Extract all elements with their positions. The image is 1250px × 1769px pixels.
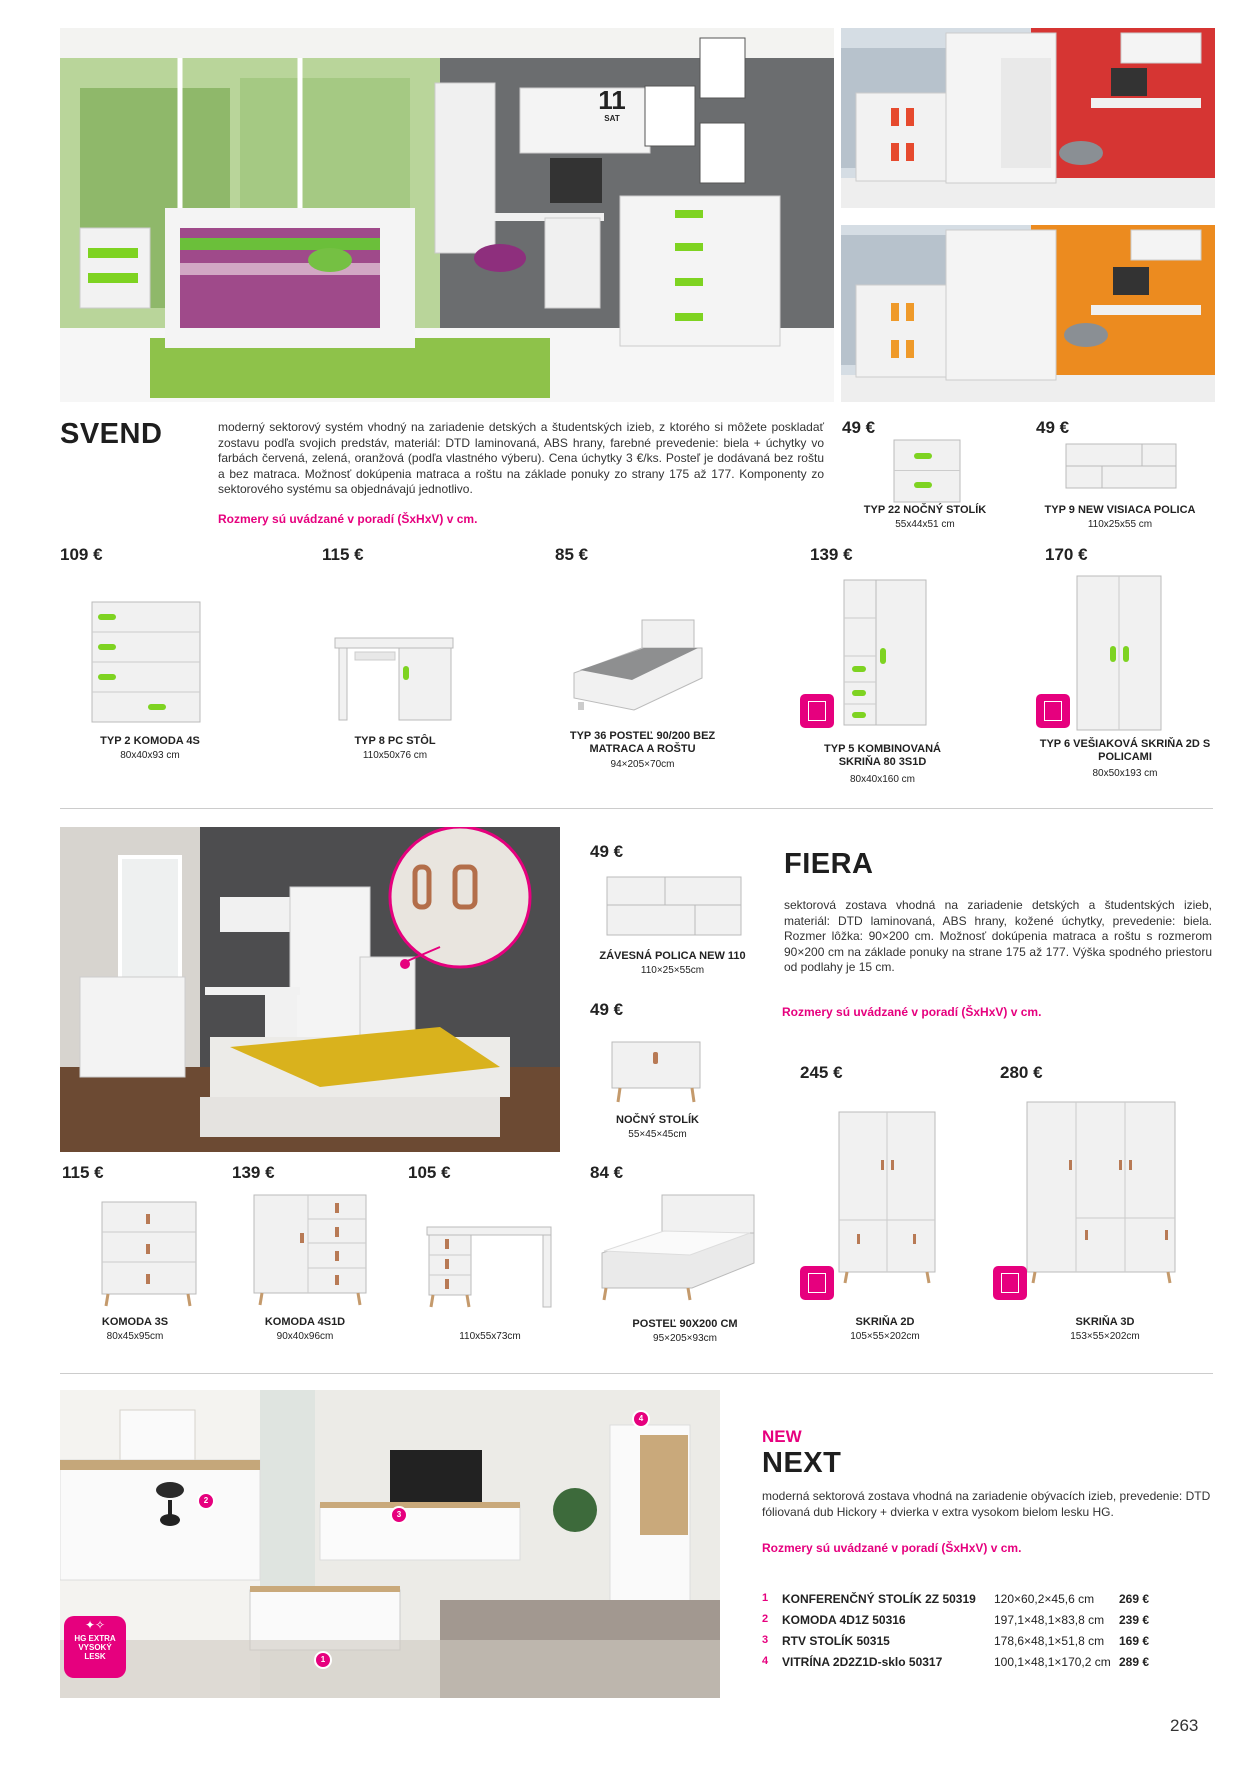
next-description: moderná sektorová zostava vhodná na zariadenie obývacích izieb, prevedenie: DTD fóliovaná dub Hickory + dvierka v extra vysokom bielom lesku HG. xyxy=(762,1489,1211,1519)
svend-combined-price: 139 € xyxy=(810,545,853,564)
next-living-room-photo xyxy=(60,1390,720,1698)
fiera-commode3s-title: KOMODA 3S xyxy=(101,1316,169,1328)
fiera-nightstand-title: NOČNÝ STOLÍK xyxy=(616,1114,699,1126)
fiera-commode3s-dims: 80x45x95cm xyxy=(106,1331,164,1342)
fiera-bed-title: POSTEĽ 90X200 CM xyxy=(632,1318,738,1330)
fiera-nightstand-dims: 55×45×45cm xyxy=(628,1129,687,1140)
svend-shelf-title: TYP 9 NEW VISIACA POLICA xyxy=(1044,504,1196,516)
svend-bed-dims: 94×205×70cm xyxy=(610,759,675,770)
fiera-shelf-image xyxy=(605,875,745,940)
fiera-bed-price: 84 € xyxy=(590,1163,624,1182)
svend-commode-dims: 80x40x93 cm xyxy=(120,750,180,761)
svend-combined-dims: 80x40x160 cm xyxy=(849,774,916,785)
next-row-2-num: 2 xyxy=(762,1613,769,1625)
hg-extra-badge xyxy=(64,1616,126,1678)
fiera-shelf-title: ZÁVESNÁ POLICA NEW 110 xyxy=(599,950,746,962)
svend-commode-price: 109 € xyxy=(60,545,103,564)
fiera-nightstand-price: 49 € xyxy=(590,1000,624,1019)
fiera-commode4s1d-image xyxy=(252,1193,370,1308)
next-marker-1: 1 xyxy=(314,1651,332,1669)
next-row-4-price: 289 € xyxy=(1119,1655,1150,1669)
fiera-desk-price: 105 € xyxy=(408,1163,451,1182)
svend-nightstand-dims: 55x44x51 cm xyxy=(895,519,955,530)
fiera-shelf-dims: 110×25×55cm xyxy=(640,965,705,976)
wall-calendar xyxy=(587,86,637,123)
next-row-3-num: 3 xyxy=(762,1634,769,1646)
fiera-commode4s1d-dims: 90x40x96cm xyxy=(276,1331,334,1342)
fiera-wardrobe2-image xyxy=(837,1110,939,1285)
fiera-nightstand-image xyxy=(610,1040,705,1105)
fiera-wardrobe2-dims: 105×55×202cm xyxy=(850,1331,920,1342)
next-dims-note: Rozmery sú uvádzané v poradí (ŠxHxV) v cm. xyxy=(762,1541,1022,1555)
next-row-1-price: 269 € xyxy=(1119,1592,1150,1606)
hanging-wardrobe-badge-icon xyxy=(1036,694,1070,728)
next-row-4-num: 4 xyxy=(762,1655,769,1667)
svend-bed-price: 85 € xyxy=(555,545,589,564)
fiera-commode4s1d-title: KOMODA 4S1D xyxy=(264,1316,346,1328)
svend-nightstand-title: TYP 22 NOČNÝ STOLÍK xyxy=(863,504,987,516)
hanging-shelf-image xyxy=(1062,442,1182,492)
next-row-3-dims: 178,6×48,1×51,8 cm xyxy=(994,1634,1105,1648)
bed-image xyxy=(572,618,712,718)
next-row-1-dims: 120×60,2×45,6 cm xyxy=(994,1592,1095,1606)
next-row-2-name: KOMODA 4D1Z 50316 xyxy=(782,1613,906,1627)
next-row-1-name: KONFERENČNÝ STOLÍK 2Z 50319 xyxy=(782,1592,976,1606)
fiera-wardrobe2-title: SKRIŇA 2D xyxy=(855,1316,915,1328)
fiera-wardrobe2-badge-icon xyxy=(800,1266,834,1300)
next-row-1-num: 1 xyxy=(762,1592,769,1604)
fiera-wardrobe3-dims: 153×55×202cm xyxy=(1070,1331,1140,1342)
svend-hanging-wardrobe-price: 170 € xyxy=(1045,545,1088,564)
fiera-main-photo xyxy=(60,827,560,1152)
fiera-commode3s-price: 115 € xyxy=(62,1163,104,1182)
next-marker-2: 2 xyxy=(197,1492,215,1510)
combined-wardrobe-badge-icon xyxy=(800,694,834,728)
svend-nightstand-price: 49 € xyxy=(842,418,876,437)
next-row-3-price: 169 € xyxy=(1119,1634,1150,1648)
fiera-description: sektorová zostava vhodná na zariadenie detských a študentských izieb, materiál: DTD laminovaná, ABS hrany, kožené úchytky, prevedenie: biela. Rozmer lôžka: 90×200 cm. Možnosť dokúpenia matraca a roštu s rozmerom 90×200 cm na základe ponuky na strane 175 až 177. Výška spodného priestoru od podlahy je 15 cm. xyxy=(784,898,1212,974)
svend-hanging-wardrobe-title: TYP 6 VEŠIAKOVÁ SKRIŇA 2D S POLICAMI xyxy=(1039,738,1211,763)
fiera-desk-image xyxy=(425,1225,555,1310)
svend-dims-note: Rozmery sú uvádzané v poradí (ŠxHxV) v cm. xyxy=(218,512,478,526)
svend-bed-title: TYP 36 POSTEĽ 90/200 BEZ MATRACA A ROŠTU xyxy=(569,730,716,755)
svend-shelf-price: 49 € xyxy=(1036,418,1070,437)
svend-red-room-photo xyxy=(841,28,1215,208)
fiera-wardrobe2-price: 245 € xyxy=(800,1063,843,1082)
svend-orange-room-photo xyxy=(841,225,1215,402)
svend-commode-title: TYP 2 KOMODA 4S xyxy=(100,735,200,747)
nightstand-image xyxy=(890,438,965,506)
fiera-bed-dims: 95×205×93cm xyxy=(653,1333,717,1344)
fiera-commode4s1d-price: 139 € xyxy=(232,1163,275,1182)
calendar-day: 11 xyxy=(598,85,626,115)
svend-heading: SVEND xyxy=(60,418,163,450)
divider-svend-fiera xyxy=(60,808,1213,809)
svend-desk-title: TYP 8 PC STÔL xyxy=(354,735,436,747)
svend-combined-title: TYP 5 KOMBINOVANÁ SKRIŇA 80 3S1D xyxy=(824,743,941,768)
pc-desk-image xyxy=(333,636,458,726)
next-row-3-name: RTV STOLÍK 50315 xyxy=(782,1634,890,1648)
divider-fiera-next xyxy=(60,1373,1213,1374)
svend-hanging-wardrobe-dims: 80x50x193 cm xyxy=(1092,768,1158,779)
next-marker-3: 3 xyxy=(390,1506,408,1524)
svend-main-photo xyxy=(60,28,834,402)
fiera-wardrobe3-price: 280 € xyxy=(1000,1063,1043,1082)
next-new-label: NEW xyxy=(762,1427,802,1446)
badge-line-1: HG EXTRA xyxy=(74,1634,116,1643)
badge-line-3: LESK xyxy=(84,1652,106,1661)
next-row-2-price: 239 € xyxy=(1119,1613,1150,1627)
svend-desk-dims: 110x50x76 cm xyxy=(362,750,428,761)
commode-4s-image xyxy=(90,600,205,725)
next-marker-4: 4 xyxy=(632,1410,650,1428)
fiera-bed-image xyxy=(600,1193,760,1303)
svend-description: moderný sektorový systém vhodný na zariadenie detských a študentských izieb, z ktorého si môžete poskladať zostavu podľa svojich predstáv, materiál: DTD laminovaná, ABS hrany, farebné prevedenie: biela + úchytky vo farbách červená, zelená, oranžová (podľa vlastného výberu). Cena úchytky 3 €/ks. Posteľ je dodávaná bez roštu a bez matraca. Možnosť dokúpenia matraca a roštu na základe ponuky zo strany 175 až 177. Komponenty zo sektorového systému sa objednávajú jednotlivo. xyxy=(218,420,824,496)
svend-desk-price: 115 € xyxy=(322,545,364,564)
next-row-4-dims: 100,1×48,1×170,2 cm xyxy=(994,1655,1111,1669)
sparkle-icon: ✦✧ xyxy=(84,1618,106,1632)
svend-shelf-dims: 110x25x55 cm xyxy=(1087,519,1153,530)
calendar-weekday: SAT xyxy=(604,114,620,123)
page-number: 263 xyxy=(1170,1716,1199,1735)
fiera-wardrobe3-title: SKRIŇA 3D xyxy=(1075,1316,1135,1328)
fiera-wardrobe3-image xyxy=(1025,1100,1180,1285)
combined-wardrobe-image xyxy=(842,578,930,728)
next-row-2-dims: 197,1×48,1×83,8 cm xyxy=(994,1613,1105,1627)
hanging-wardrobe-image xyxy=(1075,574,1165,734)
fiera-dims-note: Rozmery sú uvádzané v poradí (ŠxHxV) v cm. xyxy=(782,1005,1042,1019)
next-row-4-name: VITRÍNA 2D2Z1D-sklo 50317 xyxy=(782,1655,943,1669)
badge-line-2: VYSOKÝ xyxy=(78,1643,112,1652)
next-heading: NEXT xyxy=(762,1447,842,1479)
fiera-shelf-price: 49 € xyxy=(590,842,624,861)
fiera-heading: FIERA xyxy=(784,848,874,880)
fiera-desk-dims: 110x55x73cm xyxy=(459,1331,521,1342)
fiera-commode3s-image xyxy=(100,1200,200,1308)
fiera-wardrobe3-badge-icon xyxy=(993,1266,1027,1300)
